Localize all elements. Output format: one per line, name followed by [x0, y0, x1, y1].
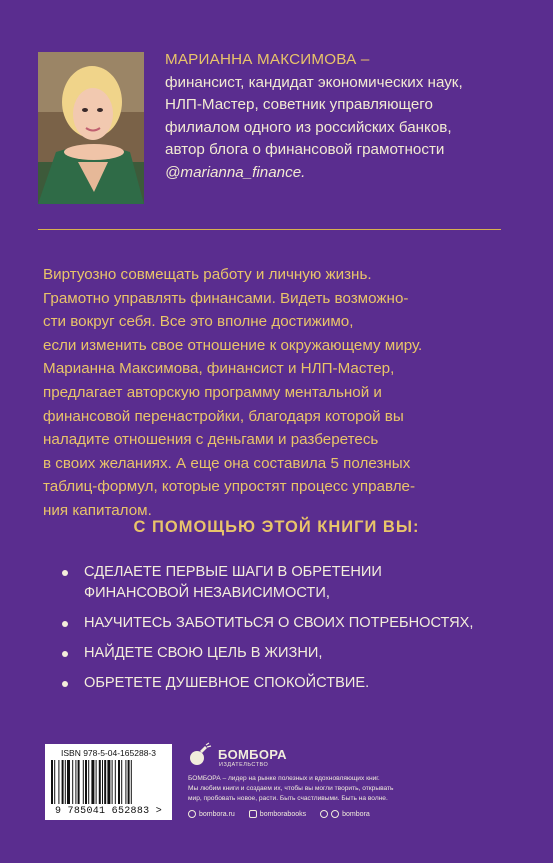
barcode-bar	[107, 760, 110, 804]
bombora-logo-icon	[188, 742, 212, 766]
book-description	[43, 263, 513, 523]
barcode-bar	[121, 760, 122, 804]
barcode-bar	[115, 760, 116, 804]
bullet-icon	[62, 621, 68, 627]
vk-icon	[249, 810, 257, 818]
description-line: в своих желаниях. А еще она составила 5 полезных	[43, 454, 411, 472]
description-line: таблиц-формул, которые упростят процесс управле-	[43, 478, 416, 496]
bio-line: НЛП-Мастер, советник управляющего	[165, 96, 433, 113]
barcode-image	[51, 760, 166, 804]
list-item-text: СДЕЛАЕТЕ ПЕРВЫЕ ШАГИ В ОБРЕТЕНИИ	[84, 564, 382, 580]
barcode-bar	[104, 760, 106, 804]
list-item-text: НАЙДЕТЕ СВОЮ ЦЕЛЬ В ЖИЗНИ,	[84, 645, 323, 661]
telegram-icon	[331, 810, 339, 818]
publisher-text-line: Мы любим книги и создаем их, чтобы вы могли творить, открывать	[188, 785, 394, 792]
barcode-bar	[102, 760, 103, 804]
barcode-bar	[96, 760, 97, 804]
list-item-text: ФИНАНСОВОЙ НЕЗАВИСИМОСТИ,	[84, 585, 330, 601]
description-line: предлагает авторскую программу ментальной и	[43, 383, 382, 401]
bullet-icon	[62, 651, 68, 657]
barcode-bar	[54, 760, 55, 804]
publisher-name: БОМБОРА	[218, 746, 287, 762]
social-label: bombora	[342, 810, 370, 818]
publisher-text-line: БОМБОРА – лидер на рынке полезных и вдохновляющих книг.	[188, 775, 380, 782]
list-item-text: ОБРЕТЕТЕ ДУШЕВНОЕ СПОКОЙСТВИЕ.	[84, 675, 370, 691]
author-name: МАРИАННА МАКСИМОВА –	[165, 51, 370, 68]
barcode-bar	[112, 760, 113, 804]
barcode-bar	[78, 760, 80, 804]
site-label: bombora.ru	[199, 810, 235, 818]
publisher-subtitle: ИЗДАТЕЛЬСТВО	[219, 762, 269, 768]
isbn-label: ISBN 978-5-04-165288-3	[61, 748, 156, 758]
barcode-bar	[65, 760, 66, 804]
description-line: сти вокруг себя. Все это вполне достижимо,	[43, 313, 354, 331]
barcode-bar	[91, 760, 94, 804]
barcode-bar	[99, 760, 101, 804]
barcode-bar	[75, 760, 76, 804]
publisher-description	[188, 774, 488, 804]
barcode-number: 9 785041 652883 >	[54, 806, 163, 817]
barcode-bar	[72, 760, 73, 804]
description-line: Виртуозно совмещать работу и личную жизнь.	[43, 266, 372, 283]
barcode-bar	[83, 760, 84, 804]
social-link[interactable]	[320, 810, 370, 818]
list-item	[62, 562, 522, 604]
barcode-bar	[58, 760, 59, 804]
bullet-icon	[62, 570, 68, 576]
description-line: наладите отношения с деньгами и разберетесь	[43, 431, 379, 449]
barcode-box	[45, 744, 172, 820]
publisher-text-line: мир, пробовать новое, расти. Быть счастливыми. Быть на волне.	[188, 795, 388, 802]
bio-line: автор блога о финансовой грамотности	[165, 141, 445, 158]
barcode-bar	[118, 760, 120, 804]
site-link[interactable]	[188, 810, 235, 818]
barcode-bar	[128, 760, 130, 804]
description-line: ния капиталом.	[43, 501, 152, 519]
author-photo	[38, 52, 144, 204]
social-icon	[320, 810, 328, 818]
description-line: Грамотно управлять финансами. Видеть возможно-	[43, 289, 409, 307]
barcode-bar	[62, 760, 64, 804]
barcode-bar	[67, 760, 70, 804]
barcode-bar	[131, 760, 132, 804]
list-item-text: НАУЧИТЕСЬ ЗАБОТИТЬСЯ О СВОИХ ПОТРЕБНОСТЯХ,	[84, 615, 474, 631]
barcode-bar	[88, 760, 89, 804]
author-photo-image	[38, 52, 144, 204]
benefits-list	[62, 562, 522, 703]
vk-label: bomborabooks	[259, 810, 307, 818]
author-bio	[165, 49, 525, 184]
globe-icon	[188, 810, 196, 818]
barcode-bar	[85, 760, 87, 804]
barcode-bar	[51, 760, 53, 804]
bullet-icon	[62, 681, 68, 687]
list-item	[62, 643, 522, 664]
benefits-heading: С ПОМОЩЬЮ ЭТОЙ КНИГИ ВЫ:	[133, 518, 420, 536]
list-item	[62, 673, 522, 694]
barcode-bar	[125, 760, 126, 804]
divider	[38, 229, 501, 230]
vk-link[interactable]	[249, 810, 306, 818]
bio-line: финансист, кандидат экономических наук,	[165, 73, 463, 91]
publisher-block	[188, 742, 488, 818]
author-handle: @marianna_finance.	[165, 163, 306, 181]
list-item	[62, 613, 522, 634]
description-line: Марианна Максимова, финансист и НЛП-Мастер,	[43, 360, 395, 378]
description-line: если изменить свое отношение к окружающему миру.	[43, 336, 423, 354]
social-links	[188, 810, 488, 818]
description-line: финансовой перенастройки, благодаря которой вы	[43, 407, 404, 425]
bio-line: филиалом одного из российских банков,	[165, 118, 452, 136]
